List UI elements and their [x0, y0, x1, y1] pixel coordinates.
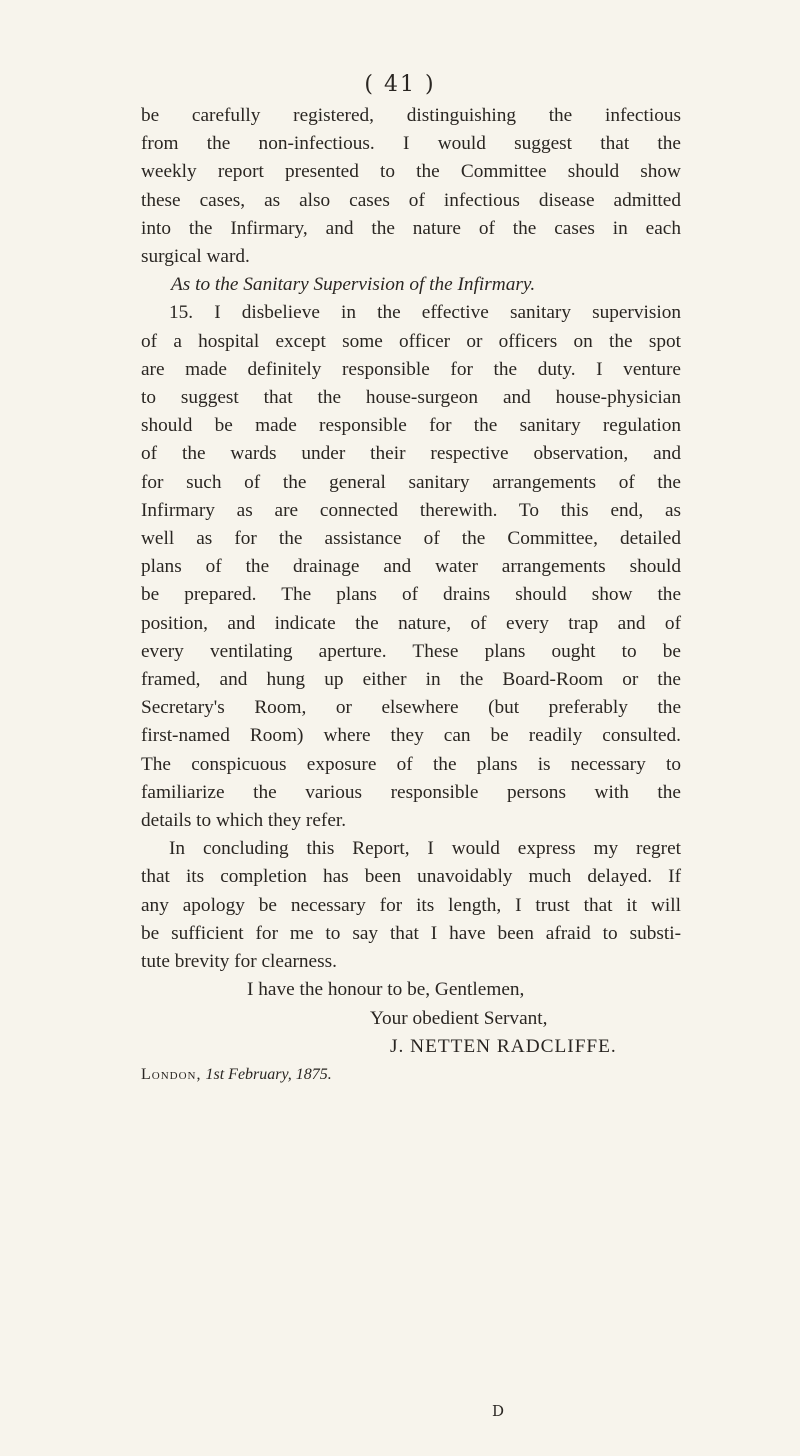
text-line: to suggest that the house-surgeon and house-physician	[141, 387, 681, 409]
text-line: be sufficient for me to say that I have been afraid to substi-	[141, 922, 681, 944]
page-number: ( 41 )	[364, 72, 436, 97]
text-line: The conspicuous exposure of the plans is necessary to	[141, 753, 681, 775]
text-line: should be made responsible for the sanitary regulation	[141, 415, 681, 437]
text-line: position, and indicate the nature, of every trap and of	[141, 612, 681, 634]
text-line: Infirmary as are connected therewith. To this end, as	[141, 499, 681, 521]
text-line: weekly report presented to the Committee should show	[141, 161, 681, 183]
text-line: first-named Room) where they can be readily consulted.	[141, 725, 681, 747]
text-line: details to which they refer.	[141, 810, 347, 832]
text-line: of a hospital except some officer or officers on the spot	[141, 330, 681, 352]
text-line: be prepared. The plans of drains should show the	[141, 584, 681, 606]
closing-servant: Your obedient Servant,	[370, 1007, 548, 1029]
text-line: every ventilating aperture. These plans ought to be	[141, 640, 681, 662]
body-text	[141, 102, 681, 1089]
dateline-place: London,	[141, 1065, 202, 1083]
text-line: well as for the assistance of the Committee, detailed	[141, 528, 681, 550]
text-line: surgical ward.	[141, 246, 250, 268]
text-line: from the non-infectious. I would suggest that the	[141, 133, 681, 155]
text-line: plans of the drainage and water arrangements should	[141, 556, 681, 578]
dateline	[141, 1061, 681, 1089]
text-line: these cases, as also cases of infectious disease admitted	[141, 189, 681, 211]
section-heading: As to the Sanitary Supervision of the Infirmary.	[171, 274, 536, 296]
text-line: Secretary's Room, or elsewhere (but preferably the	[141, 697, 681, 719]
text-line: familiarize the various responsible persons with the	[141, 781, 681, 803]
text-line: be carefully registered, distinguishing the infectious	[141, 105, 681, 126]
text-line: that its completion has been unavoidably much delayed. If	[141, 866, 681, 888]
author-signature: J. NETTEN RADCLIFFE.	[390, 1035, 617, 1057]
text-line: any apology be necessary for its length, I trust that it will	[141, 894, 681, 916]
text-line: are made definitely responsible for the duty. I venture	[141, 358, 681, 380]
text-line: In concluding this Report, I would express my regret	[169, 838, 681, 860]
dateline-date: 1st February, 1875.	[205, 1065, 332, 1083]
printer-signature-mark: D	[492, 1402, 505, 1420]
text-line: framed, and hung up either in the Board-Room or the	[141, 669, 681, 691]
text-line: for such of the general sanitary arrangements of the	[141, 471, 681, 493]
text-line: into the Infirmary, and the nature of the cases in each	[141, 217, 681, 239]
text-line: tute brevity for clearness.	[141, 951, 337, 973]
closing-salutation: I have the honour to be, Gentlemen,	[247, 979, 525, 1001]
text-line: 15. I disbelieve in the effective sanitary supervision	[169, 302, 681, 324]
text-line: of the wards under their respective observation, and	[141, 443, 681, 465]
